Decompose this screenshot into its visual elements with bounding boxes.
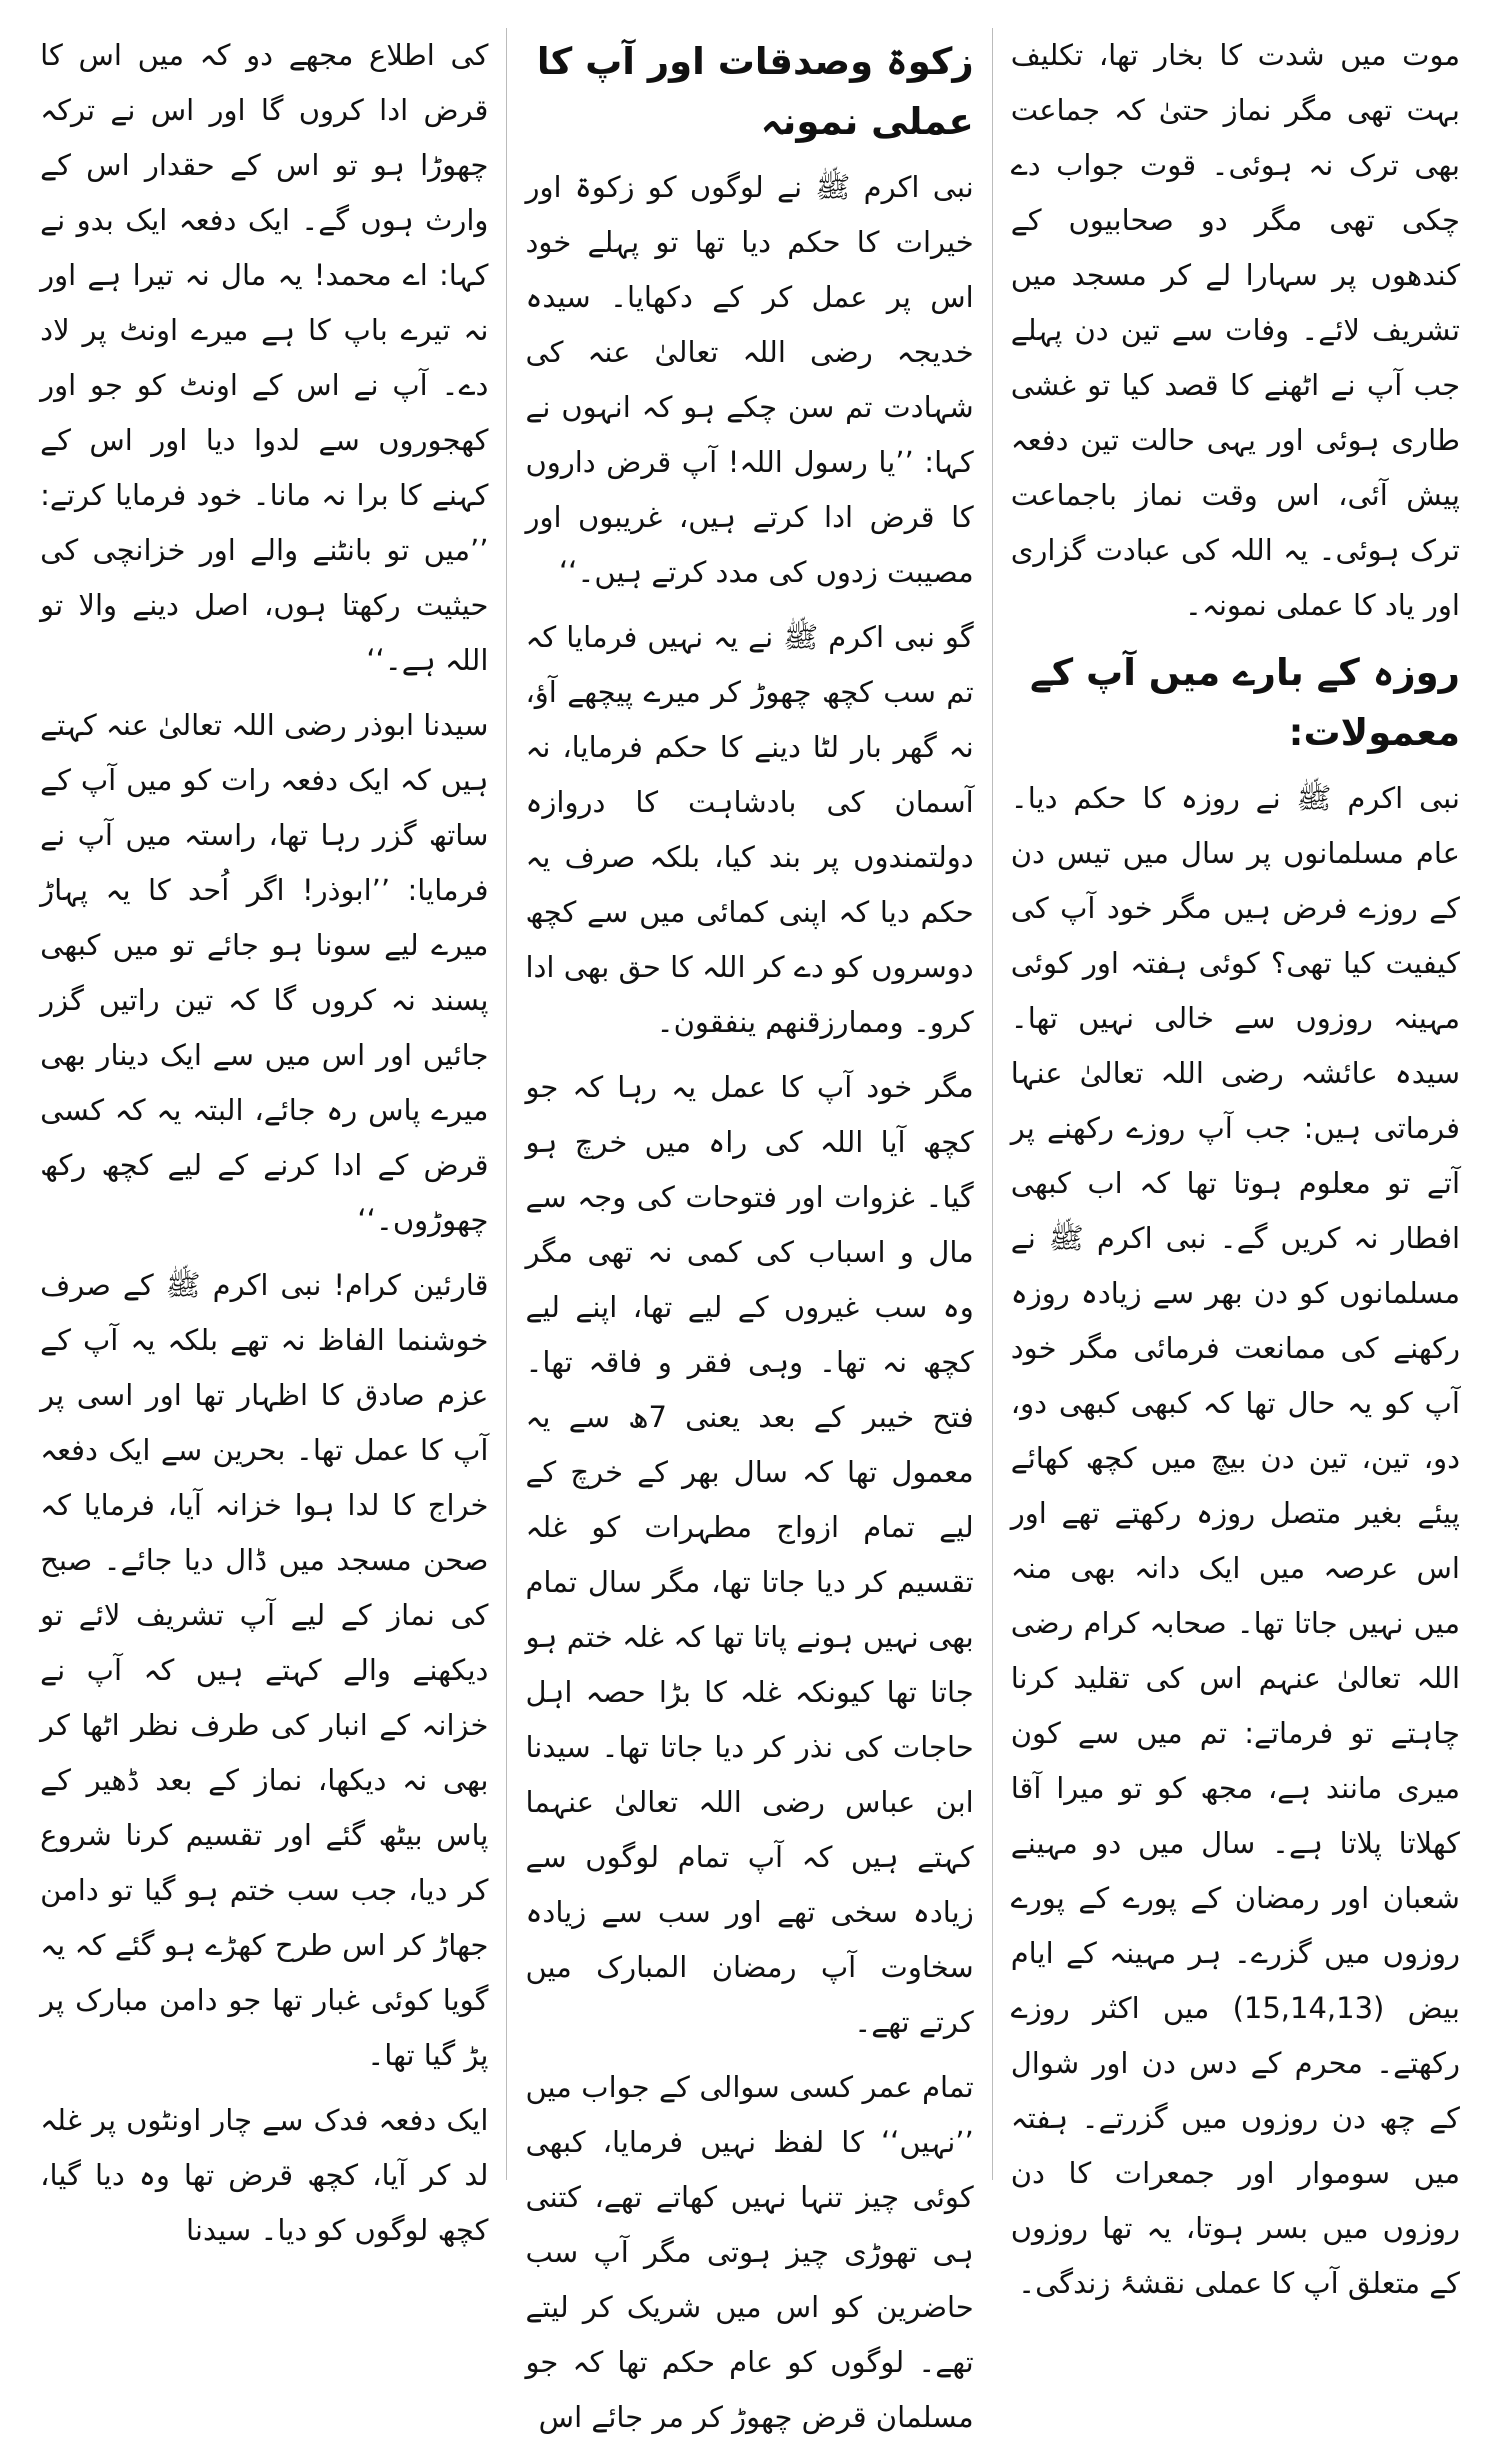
paragraph: کی اطلاع مجھے دو کہ میں اس کا قرض ادا کروں گا اور اس نے ترکہ چھوڑا ہو تو اس کے حقدار اس کے وارث ہوں گے۔ ایک دفعہ ایک بدو نے کہا: اے محمد! یہ مال نہ تیرا ہے اور نہ تیرے باپ کا ہے میرے اونٹ پر لاد دے۔ آپ نے اس کے اونٹ کو جو اور کھجوروں سے لدوا دیا اور اس کے کہنے کا برا نہ مانا۔ خود فرمایا کرتے: ’’میں تو بانٹنے والے اور خزانچی کی حیثیت رکھتا ہوں، اصل دینے والا تو اللہ ہے۔‘‘ <box>40 38 489 677</box>
paragraph: موت میں شدت کا بخار تھا، تکلیف بہت تھی مگر نماز حتیٰ کہ جماعت بھی ترک نہ ہوئی۔ قوت جواب دے چکی تھی مگر دو صحابیوں کے کندھوں پر سہارا لے کر مسجد میں تشریف لائے۔ وفات سے تین دن پہلے جب آپ نے اٹھنے کا قصد کیا تو غشی طاری ہوئی اور یہی حالت تین دفعہ پیش آئی، اس وقت نماز باجماعت ترک ہوئی۔ یہ اللہ کی عبادت گزاری اور یاد کا عملی نمونہ۔ <box>1010 38 1460 622</box>
section-heading-zakat: زکوۃ وصدقات اور آپ کا عملی نمونہ <box>536 40 974 143</box>
paragraph: قارئین کرام! نبی اکرم ﷺ کے صرف خوشنما الفاظ نہ تھے بلکہ یہ آپ کے عزم صادق کا اظہار تھا اور اسی پر آپ کا عمل تھا۔ بحرین سے ایک دفعہ خراج کا لدا ہوا خزانہ آیا، فرمایا کہ صحن مسجد میں ڈال دیا جائے۔ صبح کی نماز کے لیے آپ تشریف لائے تو دیکھنے والے کہتے ہیں کہ آپ نے خزانہ کے انبار کی طرف نظر اٹھا کر بھی نہ دیکھا، نماز کے بعد ڈھیر کے پاس بیٹھ گئے اور تقسیم کرنا شروع کر دیا، جب سب ختم ہو گیا تو دامن جھاڑ کر اس طرح کھڑے ہو گئے کہ یہ گویا کوئی غبار تھا جو دامن مبارک پر پڑ گیا تھا۔ <box>40 1268 489 2072</box>
article-columns <box>22 28 1478 2434</box>
paragraph: نبی اکرم ﷺ نے لوگوں کو زکوۃ اور خیرات کا حکم دیا تھا تو پہلے خود اس پر عمل کر کے دکھایا۔ سیدہ خدیجہ رضی اللہ تعالیٰ عنہ کی شہادت تم سن چکے ہو کہ انہوں نے کہا: ’’یا رسول اللہ! آپ قرض داروں کا قرض ادا کرتے ہیں، غریبوں اور مصیبت زدوں کی مدد کرتے ہیں۔‘‘ <box>525 170 974 589</box>
section-heading-fasting: روزہ کے بارے میں آپ کے معمولات: <box>1029 651 1460 754</box>
paragraph: ایک دفعہ فدک سے چار اونٹوں پر غلہ لد کر آیا، کچھ قرض تھا وہ دیا گیا، کچھ لوگوں کو دیا۔ سیدنا <box>40 2103 489 2247</box>
column-middle <box>507 28 992 2434</box>
paragraph: تمام عمر کسی سوالی کے جواب میں ’’نہیں‘‘ کا لفظ نہیں فرمایا، کبھی کوئی چیز تنہا نہیں کھاتے تھے، کتنی ہی تھوڑی چیز ہوتی مگر آپ سب حاضرین کو اس میں شریک کر لیتے تھے۔ لوگوں کو عام حکم تھا کہ جو مسلمان قرض چھوڑ کر مر جائے اس <box>525 2070 974 2434</box>
paragraph: مگر خود آپ کا عمل یہ رہا کہ جو کچھ آیا اللہ کی راہ میں خرچ ہو گیا۔ غزوات اور فتوحات کی وجہ سے مال و اسباب کی کمی نہ تھی مگر وہ سب غیروں کے لیے تھا، اپنے لیے کچھ نہ تھا۔ وہی فقر و فاقہ تھا۔ فتح خیبر کے بعد یعنی 7ھ سے یہ معمول تھا کہ سال بھر کے خرچ کے لیے تمام ازواج مطہرات کو غلہ تقسیم کر دیا جاتا تھا، مگر سال تمام بھی نہیں ہونے پاتا تھا کہ غلہ ختم ہو جاتا تھا کیونکہ غلہ کا بڑا حصہ اہل حاجات کی نذر کر دیا جاتا تھا۔ سیدنا ابن عباس رضی اللہ تعالیٰ عنہما کہتے ہیں کہ آپ تمام لوگوں سے زیادہ سخی تھے اور سب سے زیادہ سخاوت آپ رمضان المبارک میں کرتے تھے۔ <box>525 1070 974 2039</box>
paragraph: نبی اکرم ﷺ نے روزہ کا حکم دیا۔ عام مسلمانوں پر سال میں تیس دن کے روزے فرض ہیں مگر خود آپ کی کیفیت کیا تھی؟ کوئی ہفتہ اور کوئی مہینہ روزوں سے خالی نہیں تھا۔ سیدہ عائشہ رضی اللہ تعالیٰ عنہا فرماتی ہیں: جب آپ روزے رکھنے پر آتے تو معلوم ہوتا تھا کہ اب کبھی افطار نہ کریں گے۔ نبی اکرم ﷺ نے مسلمانوں کو دن بھر سے زیادہ روزہ رکھنے کی ممانعت فرمائی مگر خود آپ کو یہ حال تھا کہ کبھی کبھی دو، دو، تین، تین دن بیچ میں کچھ کھائے پیئے بغیر متصل روزہ رکھتے تھے اور اس عرصہ میں ایک دانہ بھی منہ میں نہیں جاتا تھا۔ صحابہ کرام رضی اللہ تعالیٰ عنہم اس کی تقلید کرنا چاہتے تو فرماتے: تم میں سے کون میری مانند ہے، مجھ کو تو میرا آقا کھلاتا پلاتا ہے۔ سال میں دو مہینے شعبان اور رمضان کے پورے کے پورے روزوں میں گزرے۔ ہر مہینہ کے ایام بیض (15,14,13) میں اکثر روزے رکھتے۔ محرم کے دس دن اور شوال کے چھ دن روزوں میں گزرتے۔ ہفتہ میں سوموار اور جمعرات کا دن روزوں میں بسر ہوتا، یہ تھا روزوں کے متعلق آپ کا عملی نقشۂ زندگی۔ <box>1010 781 1461 2300</box>
column-right <box>993 28 1478 2300</box>
paragraph: سیدنا ابوذر رضی اللہ تعالیٰ عنہ کہتے ہیں کہ ایک دفعہ رات کو میں آپ کے ساتھ گزر رہا تھا، راستہ میں آپ نے فرمایا: ’’ابوذر! اگر اُحد کا یہ پہاڑ میرے لیے سونا ہو جائے تو میں کبھی پسند نہ کروں گا کہ تین راتیں گزر جائیں اور اس میں سے ایک دینار بھی میرے پاس رہ جائے، البتہ یہ کہ کسی قرض کے ادا کرنے کے لیے کچھ رکھ چھوڑوں۔‘‘ <box>40 708 489 1237</box>
column-left <box>22 28 507 2247</box>
paragraph: گو نبی اکرم ﷺ نے یہ نہیں فرمایا کہ تم سب کچھ چھوڑ کر میرے پیچھے آؤ، نہ گھر بار لٹا دینے کا حکم فرمایا، نہ آسمان کی بادشاہت کا دروازہ دولتمندوں پر بند کیا، بلکہ صرف یہ حکم دیا کہ اپنی کمائی میں سے کچھ دوسروں کو دے کر اللہ کا حق بھی ادا کرو۔ وممارزقنھم ینفقون۔ <box>525 620 974 1039</box>
